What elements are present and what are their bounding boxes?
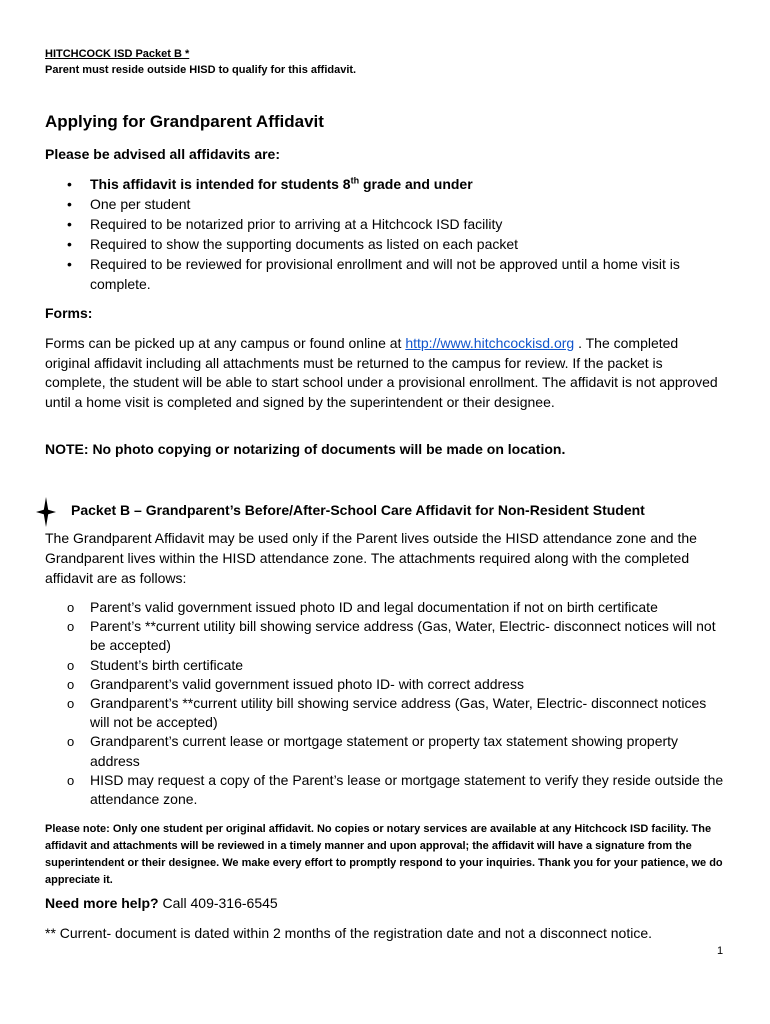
list-item: • Required to show the supporting documents as listed on each packet [67, 236, 519, 252]
bullet-icon: • [67, 216, 72, 232]
list-item: • Required to be reviewed for provisional enrollment and will not be approved until a home visit is complete. [67, 256, 680, 292]
bullet-icon: • [67, 196, 72, 212]
packet-intro: The Grandparent Affidavit may be used only if the Parent lives outside the HISD attendance zone and the Grandparent lives within the HISD attendance zone. The attachments required along with the completed affidavit are as follows: [45, 530, 697, 586]
forms-paragraph: Forms can be picked up at any campus or found online at http://www.hitchcockisd.org . The completed original affidavit including all attachments must be returned to the campus for review. If the packet is complete, the student will be able to start school under a provisional enrollment. The affidavit is not approved until a home visit is completed and signed by the superintendent or their designee. [45, 335, 718, 410]
advised-heading: Please be advised all affidavits are: [45, 146, 281, 162]
circle-bullet-icon: o [67, 657, 75, 673]
packet-heading: Packet B – Grandparent’s Before/After-School Care Affidavit for Non-Resident Student [71, 502, 645, 518]
requirements-list [45, 174, 725, 294]
note-text: NOTE: No photo copying or notarizing of documents will be made on location. [45, 441, 566, 457]
page-number: 1 [717, 945, 724, 957]
bullet-icon: • [67, 176, 72, 192]
circle-bullet-icon: o [67, 696, 75, 712]
bullet-icon: • [67, 256, 72, 272]
circle-bullet-icon: o [67, 772, 75, 788]
bullet-icon: • [67, 236, 72, 252]
four-point-star-icon [36, 497, 56, 527]
list-item: o Parent’s **current utility bill showing service address (Gas, Water, Electric- disconnect notices will not be accepted) [67, 618, 716, 654]
forms-heading: Forms: [45, 305, 93, 321]
circle-bullet-icon: o [67, 734, 75, 750]
circle-bullet-icon: o [67, 676, 75, 692]
list-item: • This affidavit is intended for students 8th grade and under [67, 175, 473, 192]
help-phone: Call 409-316-6545 [158, 895, 278, 911]
website-link[interactable]: http://www.hitchcockisd.org [405, 335, 575, 351]
page-title: Applying for Grandparent Affidavit [45, 112, 324, 131]
list-item: o HISD may request a copy of the Parent’s lease or mortgage statement to verify they reside outside the attendance zone. [67, 771, 724, 808]
list-item: • Required to be notarized prior to arriving at a Hitchcock ISD facility [67, 216, 503, 232]
list-item: • One per student [67, 196, 191, 212]
list-item: o Grandparent’s **current utility bill showing service address (Gas, Water, Electric- disconnect notices will not be accepted) [67, 695, 707, 731]
attachments-list [45, 598, 725, 809]
residency-requirement: Parent must reside outside HISD to qualify for this affidavit. [45, 64, 357, 76]
help-line: Need more help? Call 409-316-6545 [45, 895, 278, 911]
list-item: o Student’s birth certificate [45, 656, 725, 675]
list-item: o Grandparent’s current lease or mortgage statement or property tax statement showing property address [67, 733, 679, 769]
list-item: o Grandparent’s valid government issued photo ID- with correct address [45, 675, 725, 694]
current-definition: ** Current- document is dated within 2 months of the registration date and not a disconnect notice. [45, 925, 653, 941]
circle-bullet-icon: o [67, 600, 75, 615]
packet-header: HITCHCOCK ISD Packet B * [45, 48, 190, 60]
list-item: o Parent’s valid government issued photo ID and legal documentation if not on birth certificate [45, 598, 725, 617]
please-note: Please note: Only one student per original affidavit. No copies or notary services are available at any Hitchcock ISD facility. The affidavit and attachments will be reviewed in a timely manner and upon approval; the affidavit will have a signature from the superintendent or their designee. We make every effort to promptly respond to your inquiries. Thank you for your patience, we do appreciate it. [45, 823, 723, 886]
circle-bullet-icon: o [67, 619, 75, 635]
